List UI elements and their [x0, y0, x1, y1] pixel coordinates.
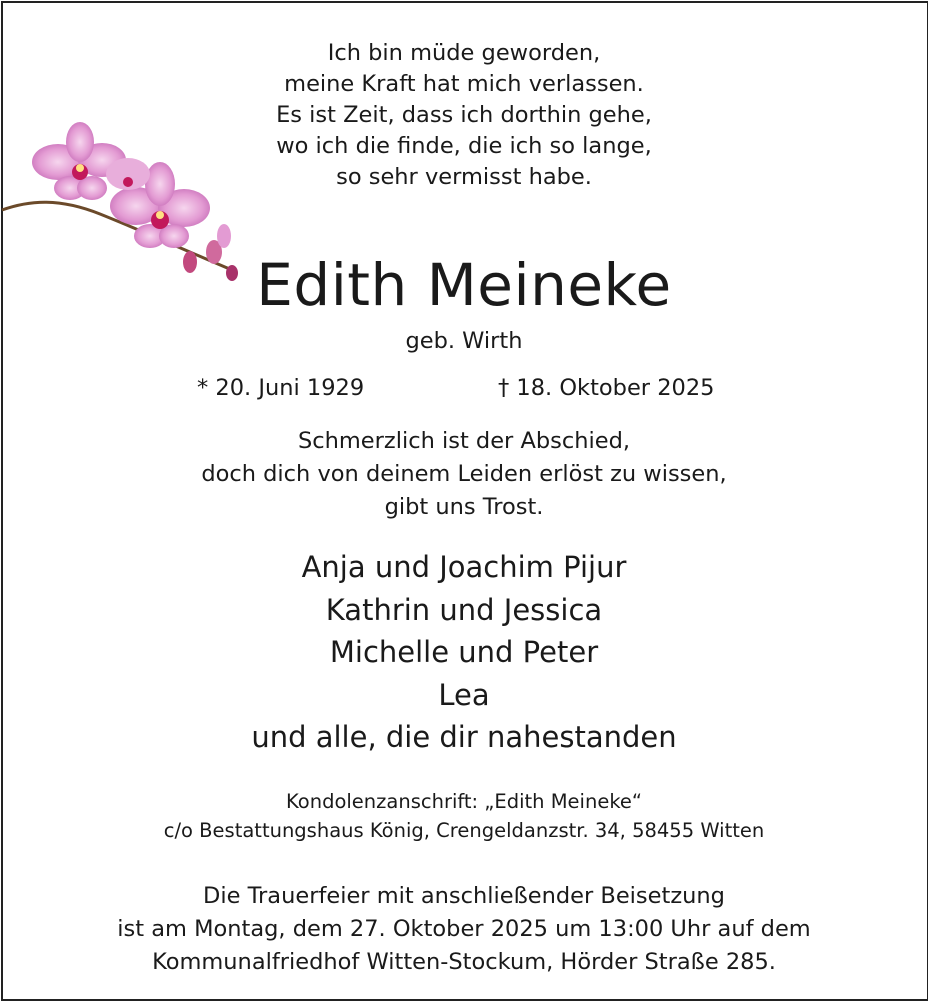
funeral-info [0, 880, 928, 979]
consolation-text [0, 425, 928, 524]
poem-line: Es ist Zeit, dass ich dorthin gehe, [276, 102, 652, 128]
mourner: Michelle und Peter [329, 635, 599, 669]
poem [0, 38, 928, 193]
consolation-line: doch dich von deinem Leiden erlöst zu wissen, [201, 461, 727, 487]
consolation-line: gibt uns Trost. [384, 494, 544, 520]
mourner: Lea [438, 677, 490, 712]
consolation-line: Schmerzlich ist der Abschied, [297, 428, 631, 454]
poem-line: wo ich die finde, die ich so lange, [276, 133, 652, 159]
funeral-line: ist am Montag, dem 27. Oktober 2025 um 13:00 Uhr auf dem [117, 916, 811, 942]
condolence-line: Kondolenzanschrift: „Edith Meineke“ [285, 790, 643, 813]
poem-line: Ich bin müde geworden, [327, 40, 601, 66]
funeral-line: Kommunalfriedhof Witten-Stockum, Hörder Straße 285. [152, 949, 776, 975]
mourners-list [0, 546, 928, 759]
birth-date: * 20. Juni 1929 [197, 375, 365, 401]
death-date: † 18. Oktober 2025 [498, 375, 715, 401]
mourner: Anja und Joachim Pijur [301, 550, 627, 584]
mourner: Kathrin und Jessica [325, 592, 603, 627]
mourner: und alle, die dir nahestanden [251, 720, 677, 754]
funeral-line: Die Trauerfeier mit anschließender Beisetzung [203, 883, 725, 909]
condolence-line: c/o Bestattungshaus König, Crengeldanzstr. 34, 58455 Witten [163, 818, 765, 842]
condolence-address [0, 788, 928, 845]
poem-line: meine Kraft hat mich verlassen. [284, 71, 644, 97]
poem-line: so sehr vermisst habe. [336, 164, 592, 190]
deceased-name: Edith Meineke [256, 251, 672, 319]
birth-name: geb. Wirth [405, 328, 523, 354]
